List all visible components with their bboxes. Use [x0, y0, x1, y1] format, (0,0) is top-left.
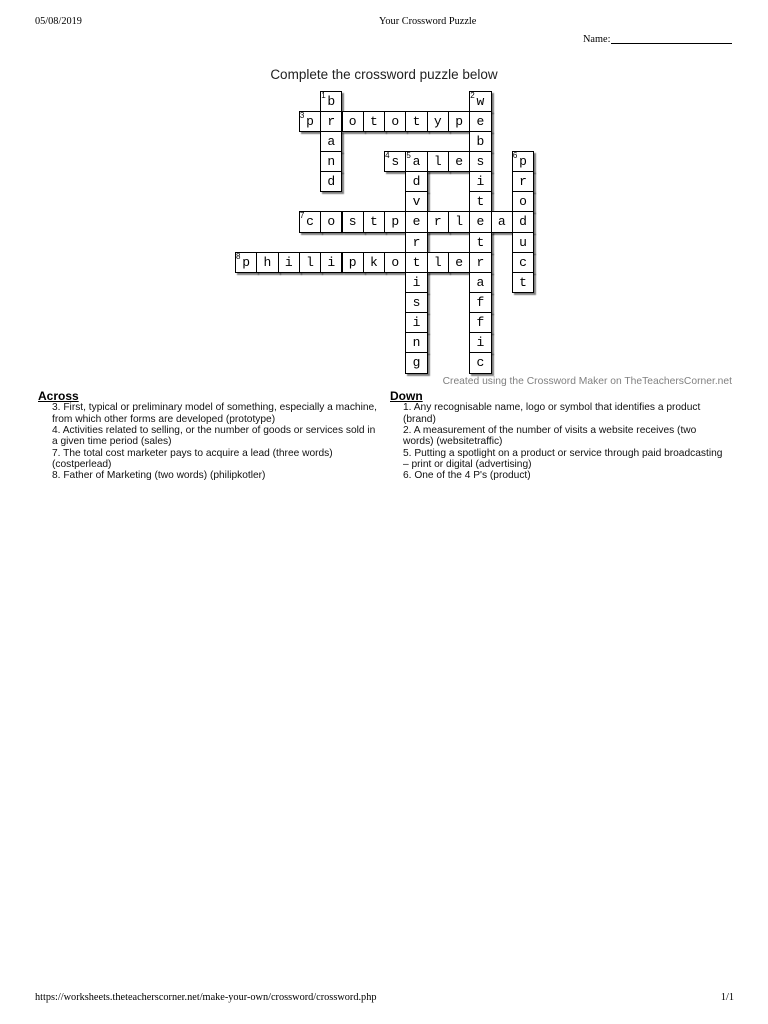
grid-cell — [320, 252, 342, 273]
grid-letter: w — [476, 93, 485, 109]
page-number: 1/1 — [720, 992, 734, 1003]
grid-letter: l — [306, 254, 314, 270]
grid-cell — [342, 252, 364, 273]
grid-cell — [448, 211, 470, 232]
grid-letter: f — [476, 295, 485, 310]
clue-number: 2 — [470, 90, 475, 100]
grid-letter: p — [455, 113, 464, 129]
grid-cell — [427, 111, 449, 132]
grid-letter: s — [412, 295, 421, 310]
grid-letter: e — [412, 214, 421, 230]
grid-letter: y — [433, 113, 442, 129]
grid-letter: b — [327, 93, 336, 109]
document-title: Your Crossword Puzzle — [379, 16, 477, 27]
grid-cell — [469, 332, 491, 353]
grid-letter: p — [348, 254, 357, 270]
grid-letter: b — [476, 133, 485, 149]
grid-letter: f — [476, 315, 485, 331]
grid-letter: k — [370, 254, 378, 270]
grid-cell — [469, 211, 491, 232]
grid-letter: r — [519, 174, 527, 190]
grid-letter: a — [476, 274, 485, 290]
grid-cell — [405, 292, 427, 313]
grid-letter: h — [263, 254, 272, 270]
down-heading: Down — [390, 388, 423, 403]
grid-cell — [469, 111, 491, 132]
grid-letter: v — [412, 194, 421, 210]
clue-number: 7 — [299, 211, 305, 221]
name-field — [583, 34, 732, 46]
grid-cell — [320, 131, 342, 152]
grid-letter: r — [412, 234, 421, 250]
grid-letter: t — [370, 214, 378, 230]
clue-across-7: 7. The total cost marketer pays to acquire a lead (three words) (costperlead) — [52, 447, 333, 470]
grid-letter: i — [476, 174, 485, 190]
grid-cell — [320, 111, 342, 132]
across-heading: Across — [38, 388, 79, 403]
grid-letter: i — [327, 254, 336, 270]
grid-cell — [278, 252, 300, 273]
clue-number: 6 — [512, 150, 518, 160]
grid-cell — [512, 252, 534, 273]
grid-letter: a — [327, 133, 336, 149]
grid-letter: g — [412, 355, 421, 371]
clue-across-3: 3. First, typical or preliminary model of something, especially a machine, from which other forms are developed (prototype) — [52, 402, 378, 425]
grid-cell — [363, 211, 385, 232]
grid-cell — [342, 211, 364, 232]
grid-cell — [299, 211, 321, 232]
grid-letter: d — [327, 174, 336, 190]
grid-letter: n — [412, 335, 421, 351]
grid-cell — [469, 191, 491, 212]
grid-cell — [405, 171, 427, 192]
grid-cell — [405, 312, 427, 333]
grid-cell — [512, 171, 534, 192]
grid-letter: o — [348, 113, 357, 129]
grid-cell — [384, 151, 406, 172]
grid-cell — [320, 211, 342, 232]
grid-letter: d — [519, 214, 527, 230]
clue-number: 4 — [385, 150, 390, 160]
grid-letter: c — [306, 214, 314, 230]
grid-letter: i — [412, 315, 421, 331]
name-label: Name: — [583, 34, 611, 45]
grid-cell — [235, 252, 257, 273]
puzzle-instructions: Complete the crossword puzzle below — [270, 67, 498, 82]
grid-cell — [448, 252, 470, 273]
grid-letter: c — [476, 355, 485, 371]
grid-letter: e — [455, 254, 464, 270]
grid-cell — [363, 111, 385, 132]
grid-cell — [427, 151, 449, 172]
grid-cell — [384, 111, 406, 132]
grid-letter: t — [519, 274, 527, 290]
grid-letter: t — [476, 234, 485, 250]
crossword-grid — [235, 91, 535, 375]
grid-letter: t — [476, 194, 485, 210]
grid-cell — [405, 211, 427, 232]
grid-cell — [469, 252, 491, 273]
grid-cell — [512, 211, 534, 232]
grid-cell — [342, 111, 364, 132]
grid-letter: t — [412, 113, 421, 129]
grid-letter: d — [412, 174, 421, 190]
grid-cell — [405, 272, 427, 293]
grid-letter: r — [433, 214, 442, 230]
grid-cell — [512, 191, 534, 212]
grid-letter: t — [370, 113, 378, 129]
grid-letter: a — [497, 214, 506, 230]
grid-cell — [469, 292, 491, 313]
print-date: 05/08/2019 — [35, 16, 82, 27]
clue-number: 8 — [236, 251, 241, 261]
grid-letter: s — [476, 153, 485, 169]
page-url: https://worksheets.theteacherscorner.net/make-your-own/crossword/crossword.php — [35, 992, 377, 1003]
grid-cell — [512, 151, 534, 172]
clue-across-4: 4. Activities related to selling, or the number of goods or services sold in a given time period (sales) — [52, 424, 376, 448]
grid-cell — [320, 151, 342, 172]
grid-cell — [405, 191, 427, 212]
grid-letter: p — [391, 214, 400, 230]
grid-cell — [512, 272, 534, 293]
clue-number: 1 — [321, 90, 326, 100]
grid-cell — [405, 252, 427, 273]
grid-letter: e — [476, 113, 485, 129]
grid-letter: i — [476, 335, 485, 351]
grid-letter: o — [391, 113, 400, 129]
clue-down-1: 1. Any recognisable name, logo or symbol that identifies a product (brand) — [403, 402, 701, 425]
grid-cell — [448, 151, 470, 172]
grid-cell — [320, 171, 342, 192]
grid-letter: n — [327, 153, 336, 169]
grid-cell — [320, 91, 342, 112]
grid-letter: p — [519, 153, 527, 169]
grid-cell — [469, 131, 491, 152]
grid-cell — [469, 232, 491, 253]
grid-letter: t — [412, 254, 421, 270]
grid-letter: o — [327, 214, 336, 230]
grid-letter: i — [412, 274, 421, 290]
grid-letter: e — [476, 214, 485, 230]
grid-letter: r — [476, 254, 485, 270]
grid-cell — [448, 111, 470, 132]
clue-down-5: 5. Putting a spotlight on a product or service through paid broadcasting – print or digital (advertising) — [403, 447, 723, 470]
grid-letter: o — [391, 254, 400, 270]
grid-cell — [491, 211, 513, 232]
grid-cell — [469, 91, 491, 112]
grid-letter: i — [284, 254, 293, 270]
grid-cell — [405, 352, 427, 373]
grid-cell — [469, 272, 491, 293]
grid-letter: s — [348, 214, 357, 230]
grid-cell — [384, 211, 406, 232]
grid-cell — [427, 211, 449, 232]
grid-cell — [405, 232, 427, 253]
grid-cell — [384, 252, 406, 273]
grid-letter: l — [433, 254, 442, 270]
grid-cell — [469, 171, 491, 192]
grid-cell — [405, 111, 427, 132]
grid-letter: a — [412, 153, 421, 169]
clue-across-8: 8. Father of Marketing (two words) (philipkotler) — [52, 470, 266, 482]
grid-cell — [363, 252, 385, 273]
name-blank-line — [611, 34, 732, 44]
grid-letter: u — [519, 234, 527, 250]
grid-cell — [299, 252, 321, 273]
grid-letter: l — [433, 153, 442, 169]
grid-cell — [256, 252, 278, 273]
grid-letter: l — [455, 214, 464, 230]
clue-number: 5 — [406, 150, 411, 160]
down-clue-list — [403, 402, 727, 481]
grid-letter: s — [391, 153, 400, 169]
grid-cell — [405, 151, 427, 172]
grid-cell — [405, 332, 427, 353]
grid-letter: p — [242, 254, 251, 270]
grid-letter: p — [306, 113, 314, 129]
grid-cell — [469, 312, 491, 333]
clue-down-2: 2. A measurement of the number of visits a website receives (two words) (websitetraffic) — [403, 424, 697, 448]
across-clue-list — [52, 402, 381, 481]
grid-cell — [427, 252, 449, 273]
grid-letter: o — [519, 194, 527, 210]
clue-down-6: 6. One of the 4 P's (product) — [403, 470, 531, 482]
clue-number: 3 — [299, 110, 305, 120]
grid-cell — [469, 352, 491, 373]
grid-cell — [299, 111, 321, 132]
grid-letter: c — [519, 254, 527, 270]
maker-credit: Created using the Crossword Maker on TheTeachersCorner.net — [442, 376, 732, 387]
grid-cell — [469, 151, 491, 172]
grid-letter: e — [455, 153, 464, 169]
grid-letter: r — [327, 113, 336, 129]
grid-cell — [512, 232, 534, 253]
